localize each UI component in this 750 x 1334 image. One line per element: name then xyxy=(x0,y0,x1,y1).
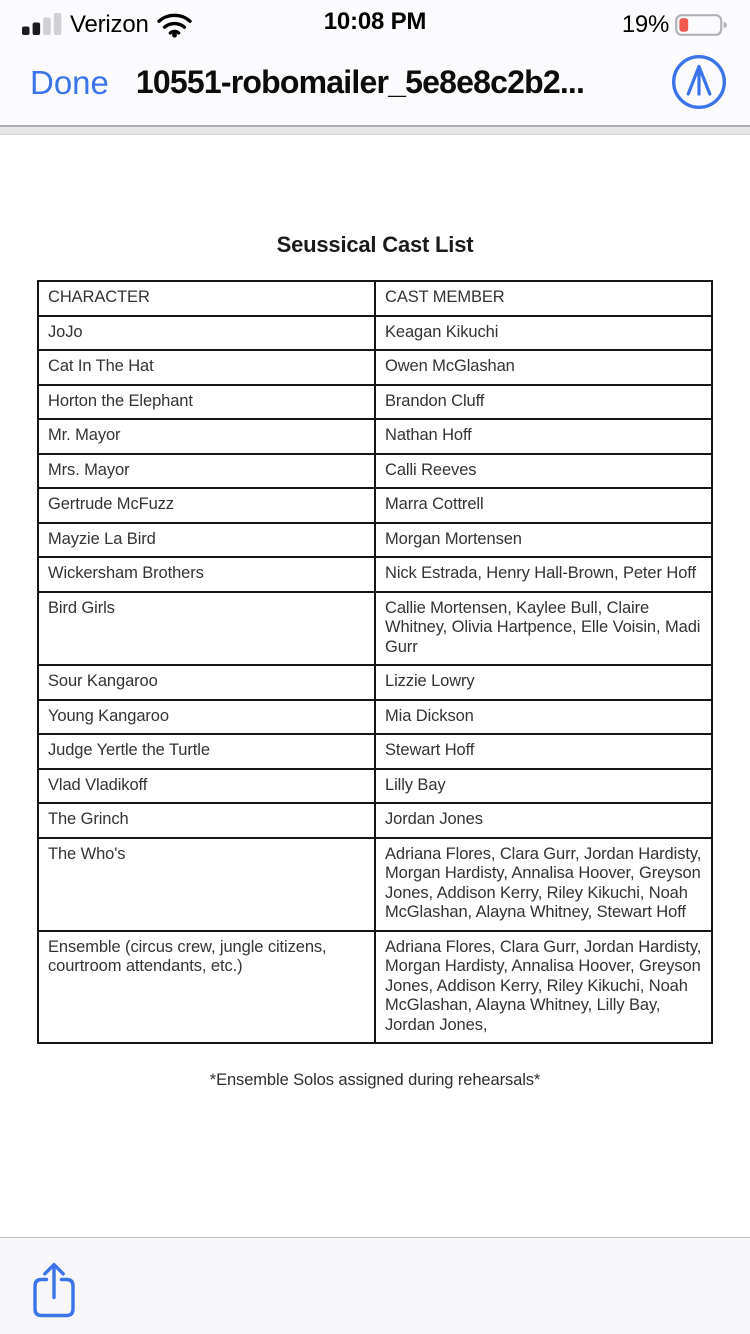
cast-member-cell: Lizzie Lowry xyxy=(375,665,712,700)
cast-member-cell: Calli Reeves xyxy=(375,454,712,489)
cast-member-cell: Nathan Hoff xyxy=(375,419,712,454)
status-left-cluster xyxy=(22,11,192,39)
document-page xyxy=(0,232,750,1090)
cast-member-cell: Callie Mortensen, Kaylee Bull, Claire Whitney, Olivia Hartpence, Elle Voisin, Madi Gurr xyxy=(375,592,712,666)
status-right-cluster xyxy=(622,11,730,39)
character-cell: Mrs. Mayor xyxy=(38,454,375,489)
table-row xyxy=(38,419,712,454)
cast-member-cell: Nick Estrada, Henry Hall-Brown, Peter Hoff xyxy=(375,557,712,592)
table-row xyxy=(38,316,712,351)
character-cell: Mayzie La Bird xyxy=(38,523,375,558)
page-title: Seussical Cast List xyxy=(276,232,474,257)
cast-member-cell: Owen McGlashan xyxy=(375,350,712,385)
header-row xyxy=(38,281,712,316)
markup-button[interactable] xyxy=(670,53,728,111)
character-cell: Ensemble (circus crew, jungle citizens, courtroom attendants, etc.) xyxy=(38,931,375,1044)
character-cell: The Grinch xyxy=(38,803,375,838)
character-cell: Sour Kangaroo xyxy=(38,665,375,700)
character-cell: The Who's xyxy=(38,838,375,931)
cast-member-cell: Adriana Flores, Clara Gurr, Jordan Hardisty, Morgan Hardisty, Annalisa Hoover, Greyson Jones, Addison Kerry, Riley Kikuchi, Noah McGlashan, Alayna Whitney, Lilly Bay, Jordan Jones, xyxy=(375,931,712,1044)
clock: 10:08 PM xyxy=(323,8,427,35)
cast-member-cell: Keagan Kikuchi xyxy=(375,316,712,351)
battery-percent-label: 19% xyxy=(621,10,669,38)
top-chrome xyxy=(0,0,750,127)
character-cell: Mr. Mayor xyxy=(38,419,375,454)
character-cell: Vlad Vladikoff xyxy=(38,769,375,804)
toolbar-shadow-strip xyxy=(0,127,750,135)
share-button[interactable] xyxy=(30,1260,78,1320)
battery-icon xyxy=(675,12,730,38)
cast-member-cell: Lilly Bay xyxy=(375,769,712,804)
cast-table xyxy=(37,280,713,1044)
cellular-signal-icon xyxy=(22,12,62,37)
table-row xyxy=(38,592,712,666)
table-row xyxy=(38,803,712,838)
character-cell: Horton the Elephant xyxy=(38,385,375,420)
navigation-bar xyxy=(0,45,750,125)
cast-member-cell: Stewart Hoff xyxy=(375,734,712,769)
wifi-icon xyxy=(157,12,192,38)
table-row xyxy=(38,454,712,489)
carrier-label: Verizon xyxy=(70,10,149,38)
table-row xyxy=(38,385,712,420)
character-cell: Wickersham Brothers xyxy=(38,557,375,592)
table-row xyxy=(38,665,712,700)
cast-member-cell: Adriana Flores, Clara Gurr, Jordan Hardisty, Morgan Hardisty, Annalisa Hoover, Greyson Jones, Addison Kerry, Riley Kikuchi, Noah McGlashan, Alayna Whitney, Stewart Hoff xyxy=(375,838,712,931)
done-button[interactable]: Done xyxy=(30,63,109,101)
table-row xyxy=(38,350,712,385)
table-row xyxy=(38,734,712,769)
footnote: *Ensemble Solos assigned during rehearsals* xyxy=(209,1071,541,1089)
column-header-character: CHARACTER xyxy=(38,281,375,316)
table-row xyxy=(38,557,712,592)
character-cell: Young Kangaroo xyxy=(38,700,375,735)
document-filename-title: 10551-robomailer_5e8e8c2b2... xyxy=(135,63,585,100)
table-row xyxy=(38,488,712,523)
character-cell: JoJo xyxy=(38,316,375,351)
cast-member-cell: Marra Cottrell xyxy=(375,488,712,523)
cast-member-cell: Brandon Cluff xyxy=(375,385,712,420)
markup-pen-icon xyxy=(670,53,728,111)
table-row xyxy=(38,838,712,931)
table-row xyxy=(38,931,712,1044)
cast-member-cell: Jordan Jones xyxy=(375,803,712,838)
cast-member-cell: Morgan Mortensen xyxy=(375,523,712,558)
character-cell: Gertrude McFuzz xyxy=(38,488,375,523)
cast-member-cell: Mia Dickson xyxy=(375,700,712,735)
character-cell: Bird Girls xyxy=(38,592,375,666)
status-bar xyxy=(0,0,750,45)
cast-table-header xyxy=(38,281,712,316)
character-cell: Judge Yertle the Turtle xyxy=(38,734,375,769)
bottom-toolbar xyxy=(0,1237,750,1334)
column-header-cast-member: CAST MEMBER xyxy=(375,281,712,316)
share-icon xyxy=(30,1260,78,1320)
character-cell: Cat In The Hat xyxy=(38,350,375,385)
table-row xyxy=(38,769,712,804)
table-row xyxy=(38,523,712,558)
cast-table-body xyxy=(38,316,712,1044)
table-row xyxy=(38,700,712,735)
